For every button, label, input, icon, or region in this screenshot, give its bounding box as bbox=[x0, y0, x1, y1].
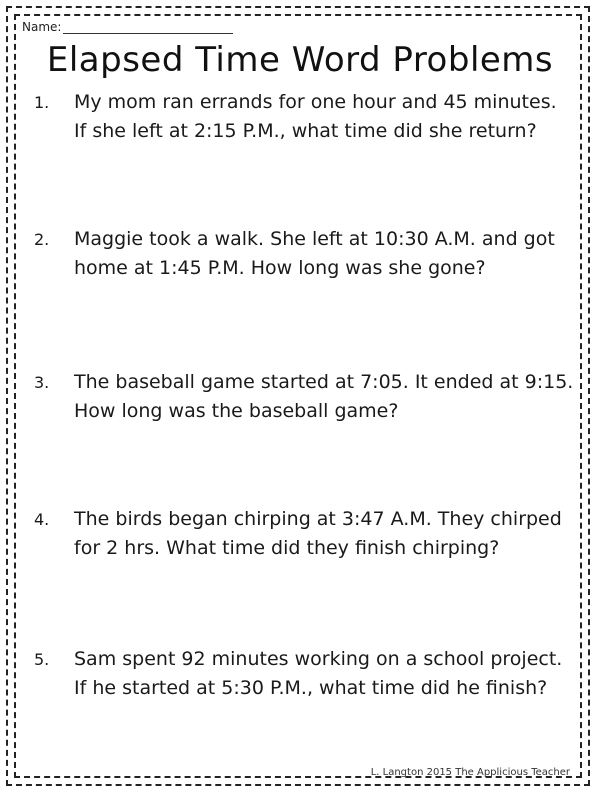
problem-number: 2. bbox=[34, 230, 50, 249]
worksheet-title: Elapsed Time Word Problems bbox=[46, 40, 554, 80]
problem-text: The baseball game started at 7:05. It ended at 9:15. How long was the baseball game? bbox=[74, 371, 574, 422]
problem-item bbox=[34, 88, 574, 146]
problem-text: Sam spent 92 minutes working on a school project. If he started at 5:30 P.M., what time did he finish? bbox=[74, 648, 563, 699]
problem-number: 3. bbox=[34, 373, 50, 392]
problem-number: 1. bbox=[34, 93, 50, 112]
problem-item bbox=[34, 645, 574, 703]
problem-item bbox=[34, 368, 574, 426]
problem-text: My mom ran errands for one hour and 45 minutes. If she left at 2:15 P.M., what time did she return? bbox=[74, 91, 557, 142]
name-label: Name: bbox=[22, 20, 62, 34]
problem-text: The birds began chirping at 3:47 A.M. They chirped for 2 hrs. What time did they finish chirping? bbox=[74, 508, 562, 559]
problem-number: 4. bbox=[34, 510, 50, 529]
problem-number: 5. bbox=[34, 650, 50, 669]
problem-item bbox=[34, 505, 574, 563]
problem-item bbox=[34, 225, 574, 283]
credit-text: L. Langton 2015 The Applicious Teacher bbox=[370, 767, 570, 778]
name-blank bbox=[63, 22, 233, 34]
name-line bbox=[22, 20, 233, 34]
problem-text: Maggie took a walk. She left at 10:30 A.M. and got home at 1:45 P.M. How long was she gone? bbox=[74, 228, 555, 279]
